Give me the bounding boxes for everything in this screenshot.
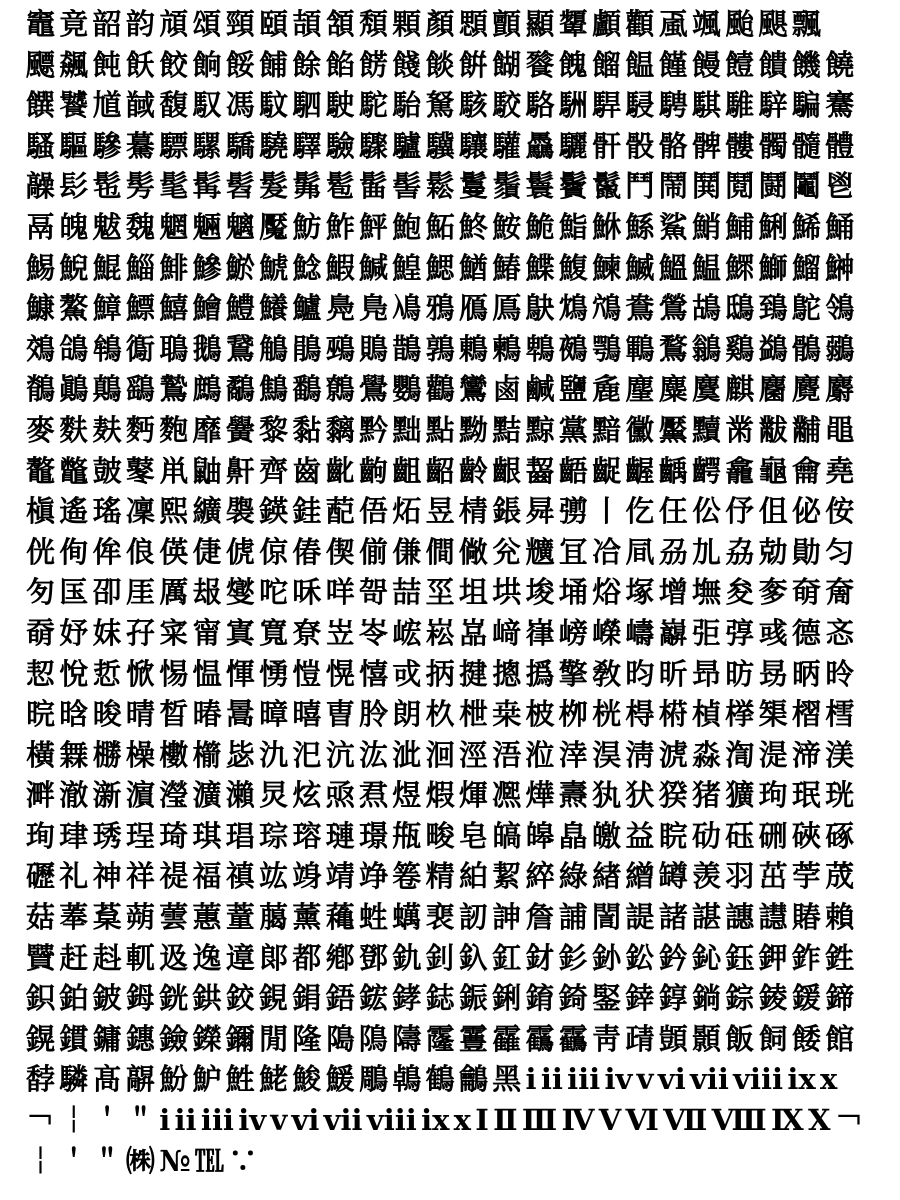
glyph-line: 鼇鼈皷鼕鼡鼬鼾齊齒齔齣齟齠齡齦齧齬齪齷齲齶龕龜龠堯 [26,453,859,488]
glyph-line: 奣妤妺孖寀甯寘寬尞岦岺峵崧嵓﨑嵂嵭嶸嶹巐弡弴彧德忞 [26,615,859,650]
glyph-line: 侊侚侔俍偀倢俿倞偆偰偂傔僴僘兊兤冝冾凬刕劜劦勀勛匀 [26,534,859,569]
glyph-line: 鬲魄魃魏魍魎魑魘魴鮓鮃鮑鮖鮗鮟鮠鮨鮴鯀鯊鮹鯆鯏鯑鯒 [26,209,859,244]
glyph-line: 恝悅悊惞惕愠惲愑愷愰憘戓抦揵摠撝擎敎昀昕昻昉昮昞昤 [26,656,859,691]
glyph-line: 馞驎髙髜魵魲鮏鮱鮻鰀鵰鵫鶴鸙黑ⅰⅱⅲⅳⅴⅵⅶⅷⅸⅹ [26,1062,842,1097]
glyph-line: 珣珒琇珵琦琪琩琮瑢璉璟甁畯皂皜皞皛皦益睆劯砡硎硤硺 [26,818,859,853]
glyph-line: 溿澈澵濵瀅瀇瀨炅炫焏焄煜煆煇凞燁燾犱犾猤猪獷玽珉珖 [26,778,859,813]
glyph-line: 麥麩麸麪麭靡黌黎黏黐黔黜點黝黠黥黨黯黴黶黷黹黻黼黽 [26,412,859,447]
glyph-line: 槇遙瑤凜熙纊褜鍈銈蓜俉炻昱棈鋹曻彅丨仡仼伀伃伹佖侒 [26,494,859,529]
glyph-line: 贒赶﨣軏﨤逸遧郞都鄕鄧釚釗釞釭釮釤釥鈆鈐鈊鈺鉀鈼鉎 [26,940,859,975]
glyph-line: 鯣鯢鯤鯔鯡鰺鯲鯱鯰鰕鰔鰉鰓鰌鰆鰈鰒鰊鰄鰮鰛鰥鰤鰡鰰 [26,250,859,285]
glyph-line: ￤＇＂㈱№℡∵ [26,1143,262,1178]
glyph-line: 鉙鉑鈹鉧銧鉷鉸鋧鋗鋙鋐﨧鋕鋠鋓錥錡鋻﨨錞鋿錝錂鍰鍗 [26,981,859,1016]
glyph-line: 鱇鰲鱆鰾鱚鱠鱧鱶鱸鳧鳬鳰鴉鴈鳫鴃鴆鴪鴦鶯鴣鴟鵄鴕鴒 [26,291,859,326]
glyph-line: 橫橆橳橾櫢櫤毖氿汜沆汯泚洄涇浯涖涬淏淸淲淼渹湜渧渼 [26,737,859,772]
glyph-line: 騷驅驂驀驃騾驕驍驛驗驟驢驥驤驩驫驪骭骰骼髀髏髑髓體 [26,128,859,163]
glyph-line: 菇菶葈蒴蕓蕙蕫﨟薰蘒﨡蠇裵訒訷詹誧誾諟諸諶譓譿賰賴 [26,900,859,935]
glyph-line: 鵁鴿鴾鵆鵈鵝鵞鵤鵑鵐鵙鵲鶉鶇鶫鵯鵺鶚鶤鶩鶲鷄鷁鶻鶸 [26,331,859,366]
glyph-line: ￢￤＇＂ⅰⅱⅲⅳⅴⅵⅶⅷⅸⅹⅠⅡⅢⅣⅤⅥⅦⅧⅨⅩ￢ [26,1103,869,1138]
glyph-line: 匇匤卲厓厲叝燮咜咊咩哿喆坙坥垬埈埇焀塚增墲夋奓奛奝 [26,575,859,610]
glyph-line: 飃飆飩飫餃餉餒餔餘餡餝餞餤餠餬餮餽餾饂饉饅饐饋饑饒 [26,47,859,82]
glyph-line: 髞髟髢髣髦髯髫髮髴髱髷髻鬆鬘鬚鬟鬢鬣鬥鬧鬨鬩鬪鬮鬯 [26,169,859,204]
glyph-line: 竈竟韶韵頏頌頸頤頡頷頽顆顏顋顫顯顰顱顴颪颯颱颶飄 [26,7,826,41]
glyph-line: 鶺鷆鷏鷂鷙鷓鷸鷦鷭鷯鷽鸚鸛鸞鹵鹹鹽麁麈麋麌麒麕麑麝 [26,372,859,407]
glyph-line: 饌饕馗馘馥馭馮馼駟駛駝駘駑駭駮駱駲駻駸騁騏騅騂騙騫 [26,88,859,123]
glyph-line: 礰礼神祥禔福禛竑竧靖竫箞精絈絜綷綠緖繒罇羡羽茁荢荿 [26,859,859,894]
glyph-line: 鎤鏆鏞鏸鐱鑅鑈閒隆﨩隝隯霳霻靃靍靏靑靕顗顥飯飼餧館 [26,1021,859,1056]
glyph-line: 晥晗晙晴晳暙暠暲暿曺朎朗杦枻桒柀栁桄棏﨓楨﨔榘槢樰 [26,697,859,732]
